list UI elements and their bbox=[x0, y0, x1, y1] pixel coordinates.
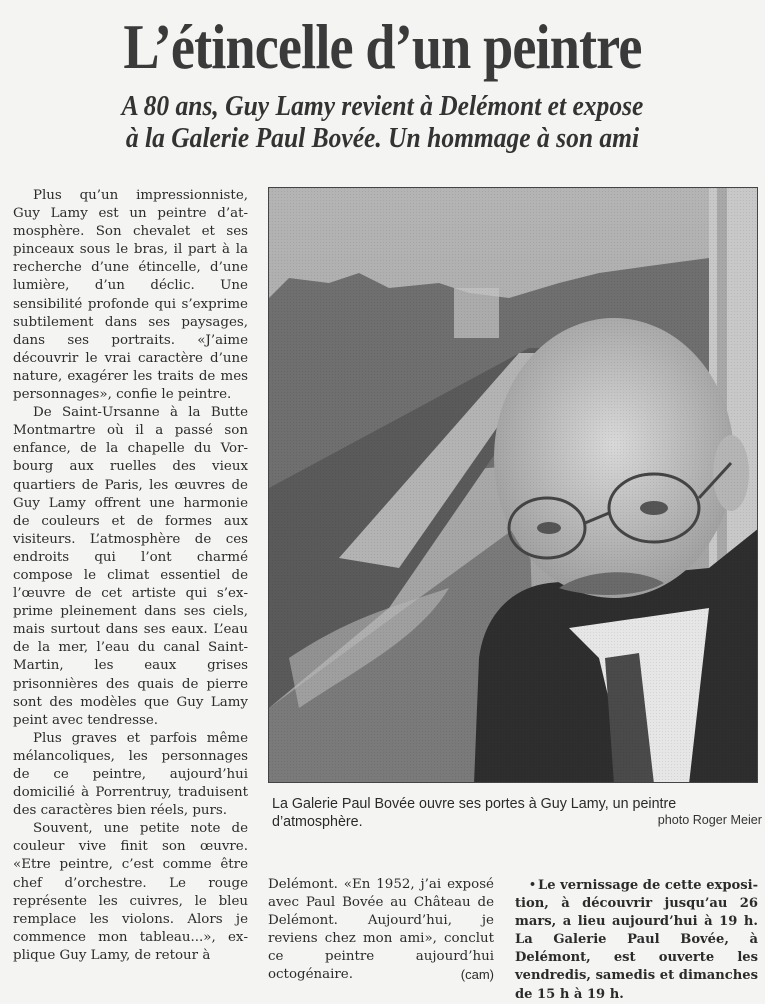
paragraph: Plus graves et parfois même mélancoliques, les personnages de ce peintre, aujourd’hui domicilié à Porrentruy, traduisent des caractères bien réels, purs. bbox=[13, 730, 248, 819]
photo-caption: La Galerie Paul Bovée ouvre ses portes à Guy Lamy, un peintre d’atmosphère. bbox=[272, 796, 677, 830]
article-photo-portrait bbox=[268, 187, 758, 783]
paragraph: Souvent, une petite note de couleur vive finit son œuvre. «Etre peintre, c’est comme être chef d’orchestre. Le rouge représente les cuivres, le bleu remplace les violons. Alors je commence mon tableau...», explique Guy Lamy, de retour à bbox=[13, 821, 248, 963]
article-column-left bbox=[13, 187, 248, 965]
paragraph bbox=[515, 876, 758, 1004]
paragraph bbox=[268, 876, 494, 985]
exhibition-info-box bbox=[515, 876, 758, 1004]
headline: L’étincelle d’un peintre bbox=[123, 12, 642, 82]
subheadline bbox=[46, 90, 719, 154]
paragraph: Plus qu’un impressionniste, Guy Lamy est un peintre d’atmosphère. Son chevalet et ses pinceaux sous le bras, il part à la recherche d’une étincelle, d’une lumière, d’un déclic. Une sensibilité profonde qui s’exprime subtilement dans ses paysages, dans ses portraits. «J’aime découvrir le vrai caractère d’une nature, exagérer les traits de mes personnages», confie le peintre. bbox=[13, 188, 248, 403]
info-text: Le vernissage de cette exposition, à découvrir jusqu’au 26 mars, a lieu aujourd’hui à 19 h. La Galerie Paul Bovée, à Delémont, est ouverte les vendredis, samedis et dimanches de 15 h à 19 h. bbox=[515, 878, 758, 1002]
paragraph: De Saint-Ursanne à la Butte Montmartre où il a passé son enfance, de la chapelle du Vorbourg aux ruelles des vieux quartiers de Paris, les œuvres de Guy Lamy offrent une harmonie de couleurs et de formes aux visiteurs. L’atmosphère de ces endroits qui l’ont charmé compose le climat essentiel de l’œuvre de cet artiste qui s’exprime pleinement dans ses ciels, mais surtout dans ses eaux. L’eau de la mer, l’eau du canal Saint-Martin, les eaux grises prisonnières des quais de pierre sont des modèles que Guy Lamy peint avec tendresse. bbox=[13, 405, 248, 728]
subheadline-line: à la Galerie Paul Bovée. Un hommage à son ami bbox=[125, 122, 640, 154]
article-column-middle bbox=[268, 876, 494, 985]
subheadline-line: A 80 ans, Guy Lamy revient à Delémont et expose bbox=[121, 90, 644, 122]
photo-illustration bbox=[269, 188, 758, 783]
bullet-icon: • bbox=[529, 878, 537, 891]
author-signature: (cam) bbox=[460, 967, 494, 983]
photo-credit: photo Roger Meier bbox=[657, 813, 762, 827]
paragraph-text: Delémont. «En 1952, j’ai exposé avec Paul Bovée au Château de Delémont. Aujourd’hui, je reviens chez mon ami», conclut ce peintre aujourd’hui octogénaire. bbox=[268, 877, 494, 983]
